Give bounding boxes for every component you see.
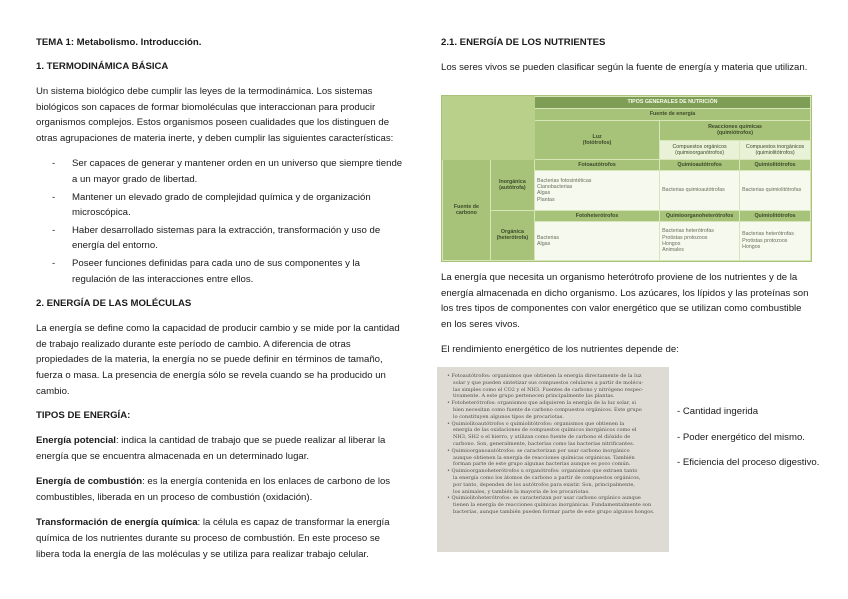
energy-source-header: Fuente de energía bbox=[534, 109, 810, 121]
list-item: - Ser capaces de generar y mantener orden en un universo que siempre tiende a un mayor grado de libertad. bbox=[72, 156, 404, 187]
chemoorganoheterotrophs-label: Quimioorganoheterótrofos bbox=[660, 210, 740, 221]
list-item: - Mantener un elevado grado de complejidad química y de organización microscópica. bbox=[72, 190, 404, 221]
combustion-energy-paragraph bbox=[36, 474, 404, 505]
section-2-text: La energía se define como la capacidad de producir cambio y se mide por la cantidad de trabajo realizado durante este período de cambio. A diferencia de otras propiedades de la materia, la energía no se puede definir en términos de tamaño, fuerza o masa. La presencia de energía sólo se revela cuando se ha producido un cambio. bbox=[36, 323, 400, 397]
combustion-energy-text: : es la energía contenida en los enlaces de carbono de los combustibles, liberada en un proceso de combustión (oxidación). bbox=[36, 476, 391, 503]
scan-text-block bbox=[447, 373, 661, 516]
scan-line: por tanto, dependen de los autótrofos para existir. Son, principalmente, bbox=[453, 481, 635, 488]
inorganic-carbon-header bbox=[490, 160, 534, 210]
scan-line: • Fotoheterótrofos: organismos que adquieren la energía de la luz solar, si bbox=[447, 400, 661, 407]
scan-line: energía de las oxidaciones de compuestos químicos inorgánicos como el bbox=[453, 427, 637, 434]
photoheterotrophs-label: Fotoheterótrofos bbox=[534, 210, 659, 221]
table-cell: Bacterias quimioautótrofas bbox=[660, 171, 740, 210]
scan-line: lo constituyen algunos tipos de procariotas. bbox=[453, 413, 564, 420]
factor-digestive-efficiency: - Eficiencia del proceso digestivo. bbox=[677, 457, 820, 469]
scan-line: • Quimiolitoheterótrofos: se caracterizan por usar carbono orgánico aunque bbox=[447, 495, 661, 502]
chemical-transformation-text: : la célula es capaz de transformar la energía química de los nutrientes durante su proceso de combustión. En este proceso se libera toda la energía de las moléculas y se utiliza para realizar trabajo celular. bbox=[36, 517, 390, 560]
scan-line: carbono. Son, generalmente, bacterias como las bacterias nitrificantes. bbox=[453, 440, 635, 447]
inorg-carbon-sublabel: (autótrofa) bbox=[499, 185, 526, 192]
list-item: - Poseer funciones definidas para cada uno de sus componentes y la regulación de las interacciones entre ellos. bbox=[72, 256, 404, 287]
scan-line: la energía como los átomos de carbono a partir de compuestos orgánicos, bbox=[453, 474, 641, 481]
scan-line: • Quimiolitoautótrofos o quimiolitótrofos: organismos que obtienen la bbox=[447, 421, 661, 428]
characteristics-list bbox=[36, 156, 404, 287]
scan-line: • Quimioorganoautótrofos: se caracterizan por usar carbono inorgánico bbox=[447, 448, 661, 455]
table-cell: Bacterias Algas bbox=[534, 221, 659, 260]
chemical-transformation-paragraph bbox=[36, 515, 404, 562]
potential-energy-paragraph bbox=[36, 433, 404, 464]
scan-line: las simples como el CO2 y el NH3. Fuentes de carbono y nitrógeno respec- bbox=[453, 386, 644, 393]
light-label: Luz bbox=[592, 134, 602, 140]
scan-line: • Quimioorganoheterótrofos u organótrofos: organismos que extraen tanto bbox=[447, 468, 661, 475]
left-column bbox=[36, 36, 404, 572]
chem-label: Reacciones químicas bbox=[708, 124, 762, 131]
chem-sublabel: (quimiótrofos) bbox=[717, 130, 753, 137]
photoautotrophs-label: Fotoautótrofos bbox=[534, 160, 659, 171]
chemolithotrophs-label-2: Quimiolitótrofos bbox=[740, 210, 811, 221]
inorg-carbon-label: Inorgánica bbox=[499, 178, 526, 185]
org-carbon-label: Orgánica bbox=[500, 229, 524, 236]
scan-line: tienen la energía de reacciones químicas inorgánicas. Fundamentalmente son bbox=[453, 502, 652, 509]
scan-line: forman parte de este grupo algunas bacterias aunque es poco común. bbox=[453, 461, 631, 468]
inorganic-label: Compuestos inorgánicos bbox=[745, 143, 805, 150]
carbon-source-header: Fuente de carbono bbox=[443, 160, 491, 261]
classification-intro: Los seres vivos se pueden clasificar según la fuente de energía y materia que utilizan. bbox=[441, 62, 808, 73]
section-2-1-heading: 2.1. ENERGÍA DE LOS NUTRIENTES bbox=[441, 37, 606, 48]
scan-line: aunque obtienen la energía de reacciones químicas orgánicas. También bbox=[453, 454, 635, 461]
potential-energy-term: Energía potencial bbox=[36, 435, 116, 447]
energy-types-heading: TIPOS DE ENERGÍA: bbox=[36, 410, 131, 422]
combustion-energy-term: Energía de combustión bbox=[36, 476, 143, 488]
chemical-transformation-term: Transformación de energía química bbox=[36, 517, 198, 529]
light-header bbox=[534, 121, 659, 160]
section-2-heading: 2. ENERGÍA DE LAS MOLÉCULAS bbox=[36, 298, 192, 310]
table-cell: Bacterias heterótrofas Protistas protozoos Hongos bbox=[740, 221, 811, 260]
scan-line: solar y que pueden sintetizar sus compuestos celulares a partir de molécu- bbox=[453, 379, 644, 386]
table-cell: Bacterias fotosintéticas Cianobacterias Algas Plantas bbox=[534, 171, 659, 210]
table-cell: Bacterias heterótrofas Protistas protozoos Hongos Animales bbox=[660, 221, 740, 260]
organic-compounds-header bbox=[660, 140, 740, 160]
organic-sublabel: (quimioorganótrofos) bbox=[675, 150, 725, 157]
scan-line: los animales, y también la mayoría de los procariotas. bbox=[453, 488, 590, 495]
potential-energy-text: : indica la cantidad de trabajo que se puede realizar al liberar la energía que se encuentra almacenada en un determinado lugar. bbox=[36, 435, 386, 462]
nutrition-definitions-scan-image bbox=[437, 367, 669, 552]
inorganic-sublabel: (quimiolitótrofos) bbox=[755, 150, 795, 157]
heterotroph-paragraph: La energía que necesita un organismo heterótrofo proviene de los nutrientes y de la energía almacenada en dicho organismo. Los azúcares, los lípidos y las proteínas son los tres tipos de componentes con valor energético que se utilizan como combustible en los seres vivos. bbox=[441, 272, 809, 330]
inorganic-compounds-header bbox=[740, 140, 811, 160]
list-item: - Haber desarrollado sistemas para la extracción, transformación y uso de energía del entorno. bbox=[72, 223, 404, 254]
scan-line: tivamente. A este grupo pertenecen principalmente las plantas. bbox=[453, 393, 615, 400]
org-carbon-sublabel: (heterótrofa) bbox=[496, 235, 529, 242]
section-1-heading: 1. TERMODINÁMICA BÁSICA bbox=[36, 61, 169, 72]
scan-line: bien necesitan como fuente de carbono compuestos orgánicos. Este grupo bbox=[453, 406, 642, 413]
chemolithotrophs-label: Quimiolitótrofos bbox=[740, 160, 811, 171]
organic-carbon-header bbox=[490, 210, 534, 260]
scan-line: NH3, SH2 o el hierro, y utilizan como fuente de carbono el dióxido de bbox=[453, 434, 631, 441]
scan-line: bacterias, aunque también pueden formar parte de este grupo algunos hongos. bbox=[453, 508, 655, 515]
nutrition-types-table-image bbox=[441, 95, 812, 262]
right-column bbox=[441, 36, 813, 86]
right-column-lower bbox=[441, 270, 813, 368]
scan-line: • Fotoautótrofos: organismos que obtienen la energía directamente de la luz bbox=[447, 373, 661, 380]
table-cell: Bacterias quimiolitótrofas bbox=[740, 171, 811, 210]
light-sublabel: (fotótrofos) bbox=[582, 140, 612, 147]
document-title: TEMA 1: Metabolismo. Introducción. bbox=[36, 37, 202, 48]
factor-quantity: - Cantidad ingerida bbox=[677, 406, 759, 417]
yield-intro: El rendimiento energético de los nutrientes depende de: bbox=[441, 344, 679, 356]
chemoautotrophs-label: Quimioautótrofos bbox=[660, 160, 740, 171]
nutrition-types-table bbox=[442, 96, 811, 261]
table-title: TIPOS GENERALES DE NUTRICIÓN bbox=[534, 97, 810, 109]
organic-label: Compuestos orgánicos bbox=[672, 143, 727, 150]
section-1-intro: Un sistema biológico debe cumplir las leyes de la termodinámica. Los sistemas biológicos son capaces de formar biomoléculas que interaccionan para producir organismos complejos. Estos organismos poseen cualidades que los distinguen de otras agrupaciones de materia inerte, y deben cumplir las siguientes características: bbox=[36, 86, 394, 144]
energy-yield-factors bbox=[677, 404, 827, 481]
factor-energy-power: - Poder energético del mismo. bbox=[677, 431, 805, 443]
chemical-reactions-header bbox=[660, 121, 811, 141]
